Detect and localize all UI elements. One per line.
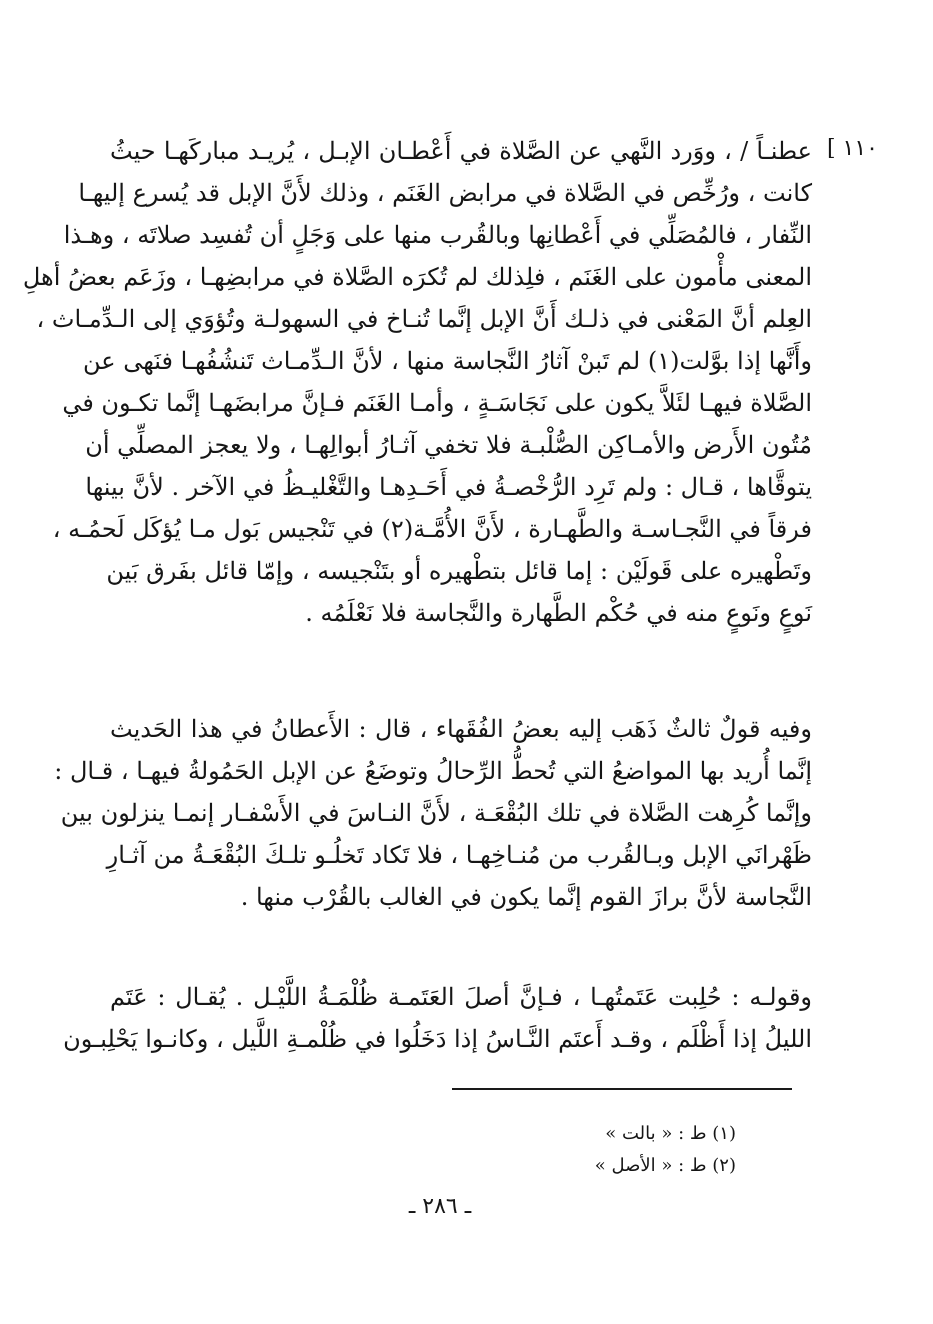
text-line: ظَهْرانَي الإبل وبـالقُرب من مُنـاخِهـا ، فلا تَكاد تَخلُـو تلـكَ البُقْعَـةُ من آثـارِ (106, 841, 812, 869)
text-line: عطنـاً / ، ووَرد النَّهي عن الصَّلاة في أَعْطـان الإبـل ، يُريـد مباركَهـا حيثُ (110, 137, 812, 165)
text-line: المعنى مأْمون على الغَنَم ، فلِذلك لم تُكرَه الصَّلاة في مرابضِهـا ، وزَعَم بعضُ أهلِ (22, 263, 812, 291)
text-line: وإنَّما كُرِهت الصَّلاة في تلك البُقْعَـة ، لأَنَّ النـاسَ في الأَسْفـار إنمـا ينزلون بين (60, 799, 812, 827)
margin-reference: ١١٠ ] (826, 136, 878, 161)
footnotes (452, 1118, 736, 1182)
text-line: الصَّلاة فيهـا لئَلاَّ يكون على نَجَاسَـةٍ ، وأمـا الغَنَم فـإنَّ مرابضَهـا إنَّما تكـون في (62, 389, 812, 417)
text-line: مُتُون الأَرض والأمـاكِن الصُّلْبـة فلا تخفي آثـارُ أبوالِهـا ، ولا يعجز المصلِّي أن (85, 431, 812, 459)
text-line: وفيه قولٌ ثالثٌ ذَهَب إليه بعضُ الفُقَهاء ، قال : الأَعطانُ في هذا الحَديث (110, 715, 812, 743)
footnote-divider (452, 1088, 792, 1090)
footnote-2: (٢) ط : « الأصل » (594, 1155, 736, 1176)
paragraph-1 (22, 130, 812, 634)
text-line: الليلُ إذا أَظْلَم ، وقـد أَعتَم النَّـاسُ إذا دَخَلُوا في ظُلْمـةِ اللَّيل ، وكانـوا يَحْلِبـون (63, 1025, 812, 1053)
footnote-1: (١) ط : « بالت » (605, 1123, 736, 1144)
paragraph-3 (63, 976, 812, 1060)
text-line: وأَنَّها إذا بوَّلت(١) لم تَبنْ آثارُ النَّجاسة منها ، لأنَّ الـدِّمـاث تَنشُفُهـا فنَهى عن (82, 347, 812, 375)
text-line: إنَّما أُريد بها المواضعُ التي تُحطُّ الرِّحالُ وتوضَعُ عن الإبل الحَمُولةُ فيهـا ، قـال : (54, 757, 812, 785)
text-line: نَوعٍ ونَوعٍ منه في حُكْم الطَّهارة والنَّجاسة فلا نَعْلَمُه . (305, 599, 812, 627)
text-line: وتَطْهيره على قَولَيْن : إما قائل بتطْهيره أو بتَنْجيسه ، وإمّا قائل بفَرق بَين (106, 557, 812, 585)
text-line: كانت ، ورُخِّص في الصَّلاة في مرابض الغَنَم ، وذلك لأَنَّ الإبل قد يُسرع إليهـا (78, 179, 812, 207)
page-number: ـ ٢٨٦ ـ (408, 1194, 472, 1219)
text-line: فرقاً في النَّجـاسـة والطَّهـارة ، لأَنَّ الأُمَّـة(٢) في تَنْجيس بَول مـا يُؤكَل لَحمُـه ، (52, 515, 812, 543)
paragraph-2 (54, 708, 812, 918)
text-line: العِلم أنَّ المَعْنى في ذلـك أَنَّ الإبل إنَّما تُنـاخ في السهولـة وتُؤوَي إلى الـدِّمـاث ، (36, 305, 812, 333)
text-line: النِّفار ، فالمُصَلِّي في أَعْطانِها وبالقُرب منها على وَجَلٍ أن تُفسِد صلاتَه ، وهـذا (63, 221, 812, 249)
text-line: النَّجاسة لأنَّ برازَ القوم إنَّما يكون في الغالب بالقُرْب منها . (240, 883, 812, 911)
text-line: يتوقَّاها ، قـال : ولم تَرِد الرُّخْصـةُ في أَحَـدِهـا والتَّغْليـظُ في الآخر . لأنَّ بينها (85, 473, 812, 501)
text-line: وقولـه : حُلِبت عَتَمتُهـا ، فـإنَّ أصلَ العَتَمـة ظُلْمَـةُ اللَّيْـل . يُقـال : عَتَم (110, 983, 812, 1011)
